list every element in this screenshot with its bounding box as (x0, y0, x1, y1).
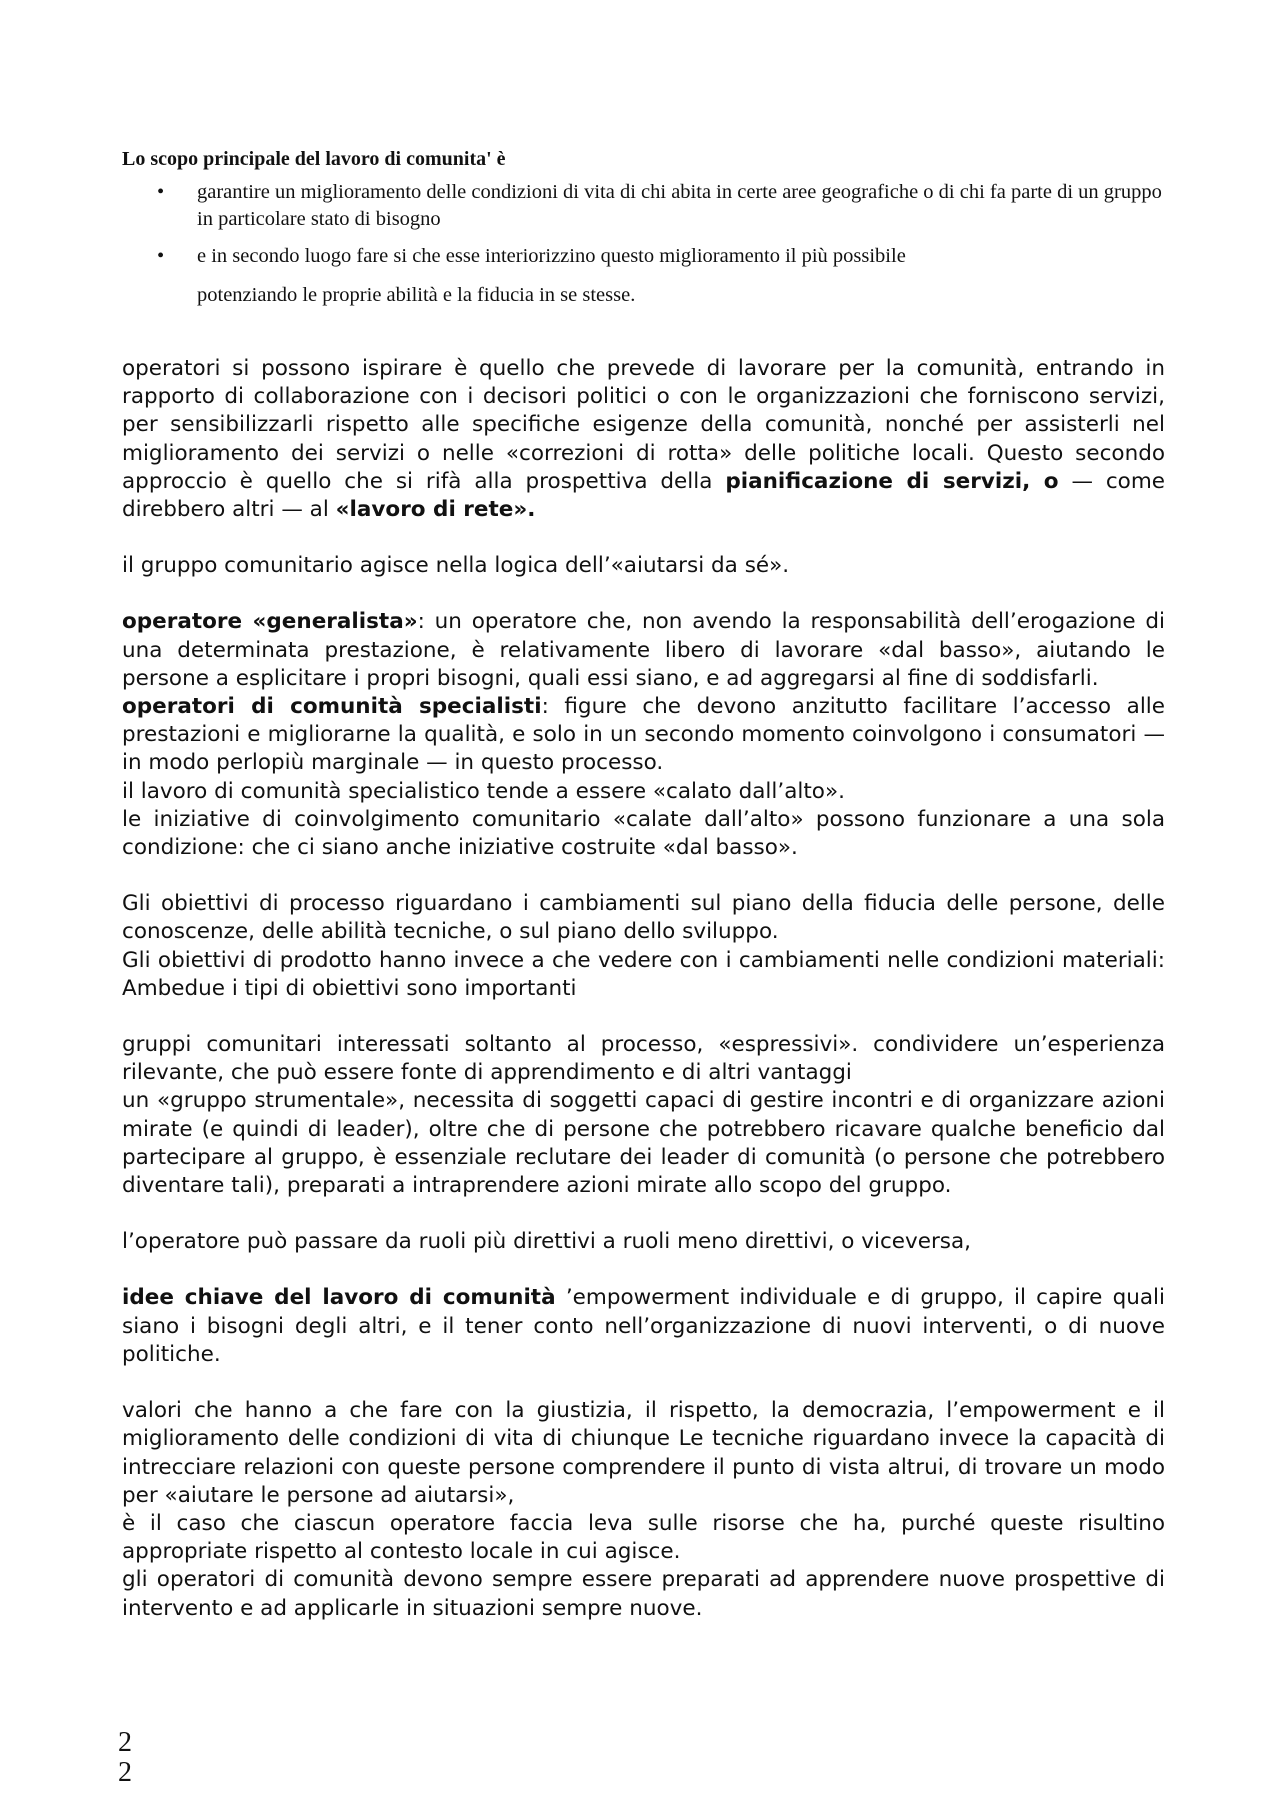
paragraph: gli operatori di comunità devono sempre essere preparati ad apprendere nuove prospettive di intervento e ad applicarle in situazioni sempre nuove. (122, 1567, 1165, 1621)
bullet-text: garantire un miglioramento delle condizioni di vita di chi abita in certe aree geografiche o di chi fa parte di un gruppo in particolare stato di bisogno (197, 181, 1162, 230)
paragraph: il gruppo comunitario agisce nella logica dell’«aiutarsi da sé». (122, 553, 790, 579)
paragraph-text: ’empowerment individuale e di gruppo, il capire quali siano i bisogni degli altri, e il tener conto nell’organizzazione di nuovi interventi, o di nuove politiche. (122, 1285, 1165, 1367)
bold-term: pianificazione di servizi, o (725, 468, 1059, 494)
paragraph: valori che hanno a che fare con la giustizia, il rispetto, la democrazia, l’empowerment e il miglioramento delle condizioni di vita di chiunque Le tecniche riguardano invece la capacità di intrecciare relazioni con queste persone comprendere il punto di vista altrui, di trovare un modo per «aiutare le persone ad aiutarsi», (122, 1398, 1165, 1508)
bullet-item (157, 179, 1165, 233)
page-number: 2 (118, 1727, 132, 1758)
bullet-text-continuation: potenziando le proprie abilità e la fiducia in se stesse. (197, 284, 636, 306)
bold-term: operatore «generalista» (122, 609, 418, 635)
paragraph: il lavoro di comunità specialistico tende a essere «calato dall’alto». (122, 778, 845, 804)
paragraph: è il caso che ciascun operatore faccia leva sulle risorse che ha, purché queste risultino appropriate rispetto al contesto locale in cui agisce. (122, 1510, 1165, 1565)
paragraph: l’operatore può passare da ruoli più direttivi a ruoli meno direttivi, o viceversa, (122, 1229, 972, 1255)
paragraph-text: : un operatore che, non avendo la responsabilità dell’erogazione di una determinata prestazione, è relativamente libero di lavorare «dal basso», aiutando le persone a esplicitare i propri bisogni, quali essi siano, e ad aggregarsi al fine di soddisfarli. (122, 609, 1165, 691)
bullet-item (157, 243, 1165, 309)
paragraph (122, 608, 1165, 693)
bullet-marker: • (157, 245, 165, 267)
paragraph: gruppi comunitari interessati soltanto al processo, «espressivi». condividere un’esperienza rilevante, che può essere fonte di apprendimento e di altri vantaggi (122, 1032, 1165, 1086)
bold-term: «lavoro di rete». (335, 497, 536, 523)
paragraph-text: : figure che devono anzitutto facilitare l’accesso alle prestazioni e migliorarne la qualità, e solo in un secondo momento coinvolgono i consumatori — in modo perlopiù marginale — in questo processo. (122, 694, 1165, 776)
document-body (122, 148, 1165, 1623)
paragraph-text: — come direbbero altri — al (122, 468, 1166, 523)
paragraph: le iniziative di coinvolgimento comunitario «calate dall’alto» possono funzionare a una sola condizione: che ci siano anche iniziative costruite «dal basso». (122, 806, 1165, 861)
paragraph (122, 1284, 1165, 1369)
bold-term: idee chiave del lavoro di comunità (122, 1285, 556, 1311)
bullet-list (122, 179, 1165, 309)
paragraph: un «gruppo strumentale», necessita di soggetti capaci di gestire incontri e di organizzare azioni mirate (e quindi di leader), oltre che di persone che potrebbero ricavare qualche beneficio dal partecipare al gruppo, è essenziale reclutare dei leader di comunità (o persone che potrebbero diventare tali), preparati a intraprendere azioni mirate allo scopo del gruppo. (122, 1088, 1165, 1199)
paragraph (122, 355, 1165, 524)
bullet-marker: • (157, 181, 165, 203)
page-number: 2 (118, 1757, 132, 1788)
paragraph: Gli obiettivi di prodotto hanno invece a che vedere con i cambiamenti nelle condizioni materiali: Ambedue i tipi di obiettivi sono importanti (122, 947, 1165, 1001)
section-heading: Lo scopo principale del lavoro di comunita' è (122, 148, 506, 170)
paragraph (122, 693, 1165, 778)
bold-term: operatori di comunità specialisti (122, 694, 542, 720)
bullet-text: e in secondo luogo fare si che esse interiorizzino questo miglioramento il più possibile (197, 245, 906, 267)
paragraph-text: operatori si possono ispirare è quello che prevede di lavorare per la comunità, entrando in rapporto di collaborazione con i decisori politici o con le organizzazioni che forniscono servizi, per sensibilizzarli rispetto alle specifiche esigenze della comunità, nonché per assisterli nel miglioramento dei servizi o nelle «correzioni di rotta» delle politiche locali. Questo secondo approccio è quello che si rifà alla prospettiva della (122, 356, 1165, 494)
paragraph: Gli obiettivi di processo riguardano i cambiamenti sul piano della fiducia delle persone, delle conoscenze, delle abilità tecniche, o sul piano dello sviluppo. (122, 891, 1165, 945)
